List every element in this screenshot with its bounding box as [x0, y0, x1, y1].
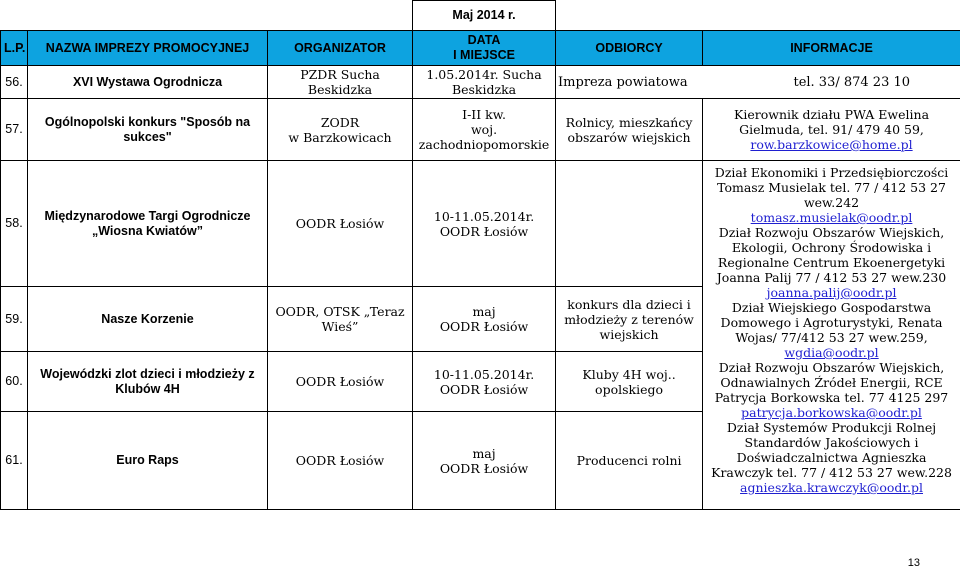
title-row	[1, 1, 960, 31]
row-lp: 56.	[1, 66, 28, 99]
table-row	[1, 99, 960, 161]
row-recipients-info	[556, 66, 960, 99]
shared-info-cell	[703, 161, 960, 510]
email-link[interactable]: joanna.palij@oodr.pl	[766, 285, 897, 300]
row-date-line3: zachodniopomorskie	[418, 137, 550, 152]
row-organizer-line1: ZODR	[320, 114, 360, 130]
row-date-line2: OODR Łosiów	[439, 223, 529, 239]
row-info: tel. 33/ 874 23 10	[793, 74, 911, 90]
row-date-line2: OODR Łosiów	[439, 381, 529, 397]
row-date-line1: maj	[472, 445, 496, 461]
row-organizer: OODR Łosiów	[268, 412, 413, 510]
document-title: Maj 2014 r.	[413, 1, 556, 31]
row-lp: 58.	[1, 161, 28, 287]
row-date-line1: I-II kw.	[462, 107, 506, 122]
row-lp: 59.	[1, 287, 28, 352]
email-link[interactable]: agnieszka.krawczyk@oodr.pl	[740, 480, 923, 495]
row-date	[413, 161, 556, 287]
table-row	[1, 161, 960, 287]
info-block-3: Dział Wiejskiego Gospodarstwa Domowego i Agroturystyki, Renata Wojas/ 77/412 53 27 wew.259,	[720, 300, 943, 345]
row-date-line2: OODR Łosiów	[439, 460, 529, 476]
row-name: Euro Raps	[28, 412, 268, 510]
email-link[interactable]: row.barzkowice@home.pl	[750, 137, 913, 152]
row-date-line1: 10-11.05.2014r.	[433, 208, 535, 224]
table-header	[1, 31, 960, 66]
email-link[interactable]: tomasz.musielak@oodr.pl	[750, 210, 913, 225]
row-name: Nasze Korzenie	[28, 287, 268, 352]
info-block-4: Dział Rozwoju Obszarów Wiejskich, Odnawialnych Źródeł Energii, RCE Patrycja Borkowska tel. 77 4125 297	[714, 360, 949, 405]
row-organizer: OODR Łosiów	[268, 352, 413, 412]
info-block-1: Dział Ekonomiki i Przedsiębiorczości Tomasz Musielak tel. 77 / 412 53 27 wew.242	[714, 165, 949, 210]
row-recipients	[556, 161, 703, 287]
row-name: XVI Wystawa Ogrodnicza	[28, 66, 268, 99]
header-date-line2: I MIEJSCE	[453, 48, 515, 62]
row-date-line1: maj	[472, 304, 496, 319]
row-lp: 57.	[1, 99, 28, 161]
row-organizer: OODR, OTSK „Teraz Wieś”	[268, 287, 413, 352]
row-date	[413, 287, 556, 352]
row-date	[413, 412, 556, 510]
row-recipients: Kluby 4H woj.. opolskiego	[556, 352, 703, 412]
row-date	[413, 99, 556, 161]
row-date-line2: woj.	[470, 122, 498, 137]
header-name: NAZWA IMPREZY PROMOCYJNEJ	[28, 31, 268, 66]
row-lp: 61.	[1, 412, 28, 510]
row-lp: 60.	[1, 352, 28, 412]
row-recipients: Rolnicy, mieszkańcy obszarów wiejskich	[556, 99, 703, 161]
row-recipients: Impreza powiatowa	[558, 74, 688, 90]
page-number: 13	[907, 557, 920, 569]
row-organizer: PZDR Sucha Beskidzka	[268, 66, 413, 99]
row-organizer-line2: w Barzkowicach	[288, 129, 392, 145]
row-date-line2: OODR Łosiów	[439, 319, 529, 334]
info-block-5: Dział Systemów Produkcji Rolnej Standardów Jakościowych i Doświadczalnictwa Agnieszka Krawczyk tel. 77 / 412 53 27 wew.228	[711, 420, 952, 480]
header-info: INFORMACJE	[703, 31, 960, 66]
info-block-2: Dział Rozwoju Obszarów Wiejskich, Ekologii, Ochrony Środowiska i Regionalne Centrum Ekoenergetyki Joanna Palij 77 / 412 53 27 wew.230	[716, 225, 947, 285]
header-date	[413, 31, 556, 66]
row-date: 1.05.2014r. Sucha Beskidzka	[413, 66, 556, 99]
row-name: Ogólnopolski konkurs "Sposób na sukces"	[28, 99, 268, 161]
row-recipients: konkurs dla dzieci i młodzieży z terenów wiejskich	[556, 287, 703, 352]
header-date-line1: DATA	[467, 33, 501, 47]
row-organizer: OODR Łosiów	[268, 161, 413, 287]
row-organizer	[268, 99, 413, 161]
row-recipients: Producenci rolni	[556, 412, 703, 510]
row-name: Wojewódzki zlot dzieci i młodzieży z Klubów 4H	[28, 352, 268, 412]
row-name: Międzynarodowe Targi Ogrodnicze „Wiosna Kwiatów”	[28, 161, 268, 287]
row-info	[703, 99, 960, 161]
table-row	[1, 66, 960, 99]
email-link[interactable]: wgdia@oodr.pl	[784, 345, 879, 360]
row-info-text: Kierownik działu PWA Ewelina Gielmuda, tel. 91/ 479 40 59,	[734, 107, 930, 137]
header-organizer: ORGANIZATOR	[268, 31, 413, 66]
header-recipients: ODBIORCY	[556, 31, 703, 66]
email-link[interactable]: patrycja.borkowska@oodr.pl	[741, 405, 922, 420]
row-date-line1: 10-11.05.2014r.	[433, 366, 535, 382]
row-date	[413, 352, 556, 412]
header-lp: L.P.	[1, 31, 28, 66]
